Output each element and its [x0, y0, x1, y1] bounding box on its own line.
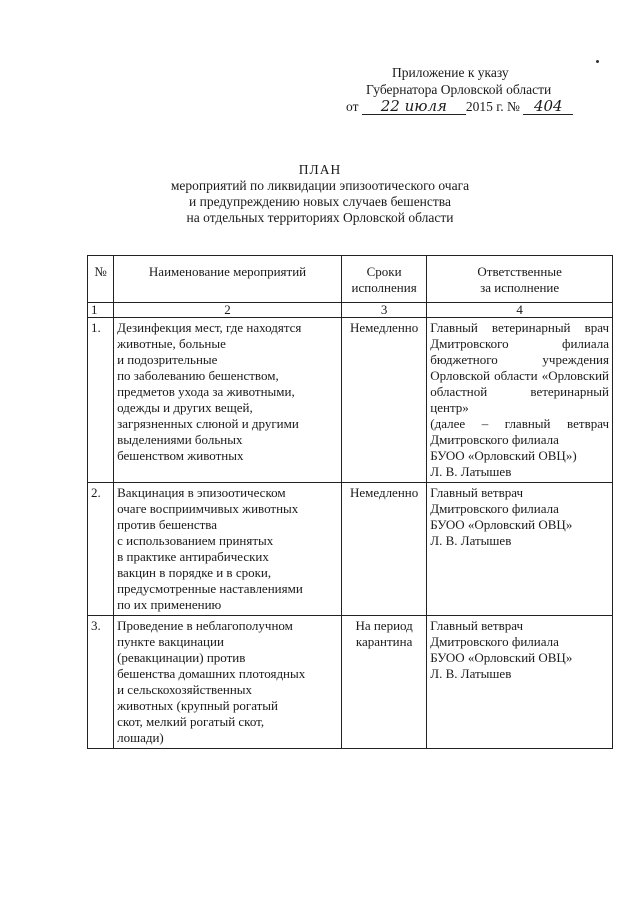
appendix-line-1: Приложение к указу [392, 65, 509, 80]
row-responsible: Главный ветврач Дмитровского филиала БУОО «Орловский ОВЦ» Л. В. Латышев [427, 616, 613, 749]
table-row [88, 483, 613, 616]
appendix-header [340, 64, 580, 115]
document-title: ПЛАН [298, 162, 342, 177]
row-term: На период карантина [341, 616, 426, 749]
index-cell: 2 [114, 303, 342, 318]
handwritten-number: 404 [523, 99, 573, 115]
appendix-year: 2015 г. № [465, 99, 520, 114]
header-responsible: Ответственные за исполнение [427, 256, 613, 303]
table-index-row [88, 303, 613, 318]
row-number: 1. [88, 318, 114, 483]
title-line-3: на отдельных территориях Орловской области [186, 210, 454, 225]
title-line-1: мероприятий по ликвидации эпизоотического очага [170, 178, 470, 193]
row-number: 3. [88, 616, 114, 749]
header-term: Сроки исполнения [341, 256, 426, 303]
plan-table [87, 255, 613, 749]
index-cell: 4 [427, 303, 613, 318]
row-activity: Вакцинация в эпизоотическом очаге восприимчивых животных против бешенства с использованием принятых в практике антирабических вакцин в порядке и в сроки, предусмотренные наставлениями по их применению [114, 483, 342, 616]
table-header-row [88, 256, 613, 303]
scan-dot [596, 60, 599, 63]
row-term: Немедленно [341, 483, 426, 616]
header-name: Наименование мероприятий [114, 256, 342, 303]
index-cell: 3 [341, 303, 426, 318]
row-activity: Проведение в неблагополучном пункте вакцинации (ревакцинации) против бешенства домашних плотоядных и сельскохозяйственных животных (крупный рогатый скот, мелкий рогатый скот, лошади) [114, 616, 342, 749]
document-title-block [90, 162, 550, 226]
appendix-prefix: от [346, 99, 359, 114]
row-activity: Дезинфекция мест, где находятся животные, больные и подозрительные по заболеванию бешенством, предметов ухода за животными, одежды и других вещей, загрязненных слюной и другими выделениями больных бешенством животных [114, 318, 342, 483]
row-term: Немедленно [341, 318, 426, 483]
appendix-line-2: Губернатора Орловской области [366, 82, 552, 97]
title-line-2: и предупреждению новых случаев бешенства [189, 194, 451, 209]
header-num: № [88, 256, 114, 303]
row-number: 2. [88, 483, 114, 616]
index-cell: 1 [88, 303, 114, 318]
table-row [88, 616, 613, 749]
appendix-line-3 [340, 98, 580, 115]
handwritten-date: 22 июля [362, 99, 466, 115]
row-responsible: Главный ветеринарный врач Дмитровского филиала бюджетного учреждения Орловской области «Орловский областной ветеринарный центр» (далее – главный ветврач Дмитровского филиала БУОО «Орловский ОВЦ») Л. В. Латышев [427, 318, 613, 483]
table-row [88, 318, 613, 483]
row-responsible: Главный ветврач Дмитровского филиала БУОО «Орловский ОВЦ» Л. В. Латышев [427, 483, 613, 616]
